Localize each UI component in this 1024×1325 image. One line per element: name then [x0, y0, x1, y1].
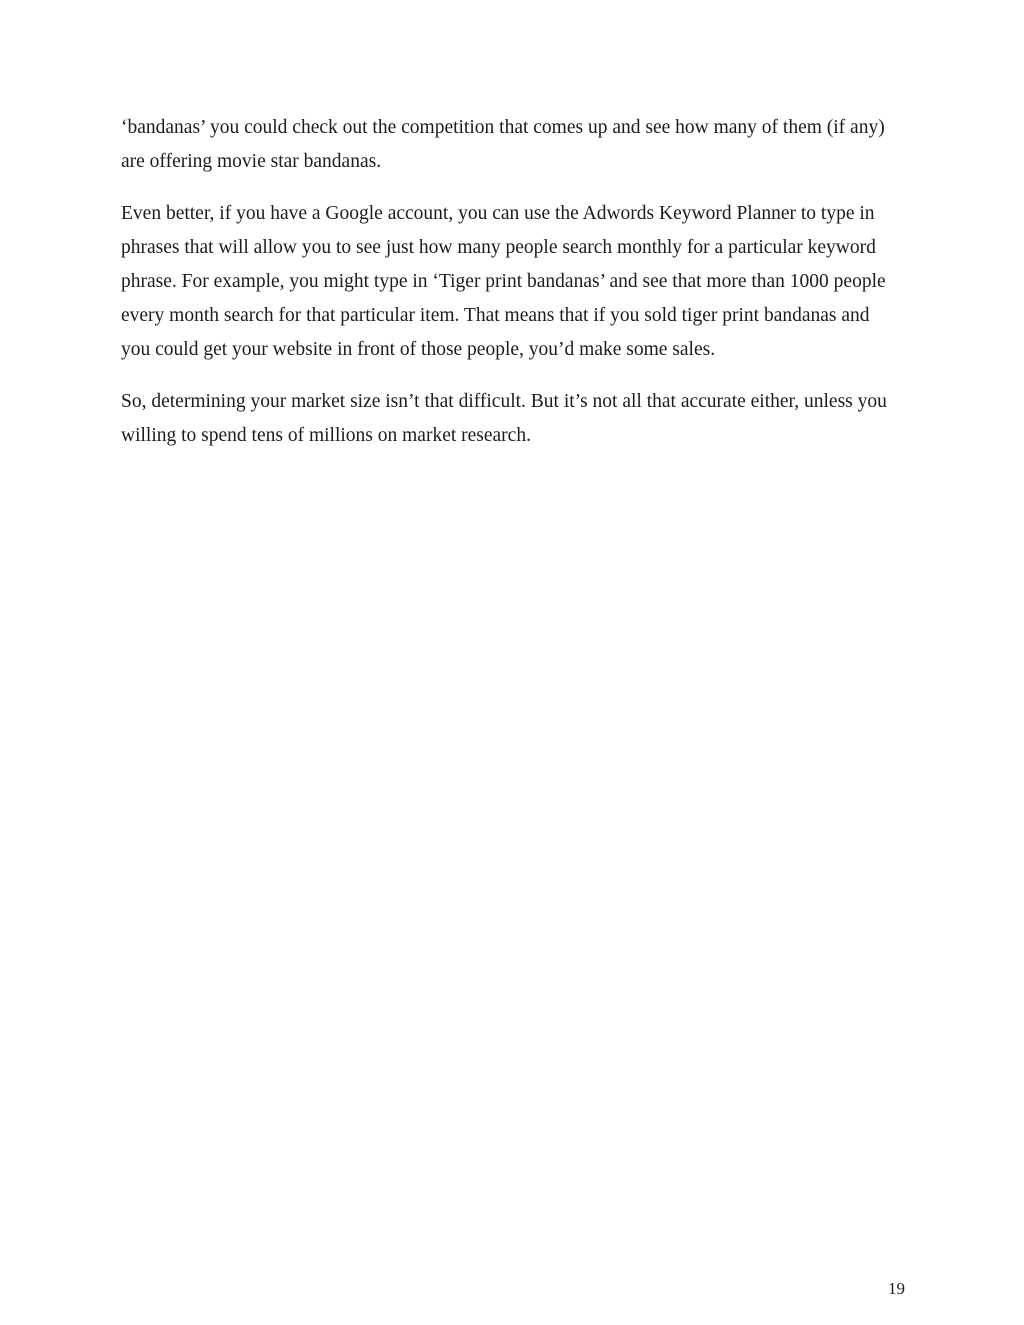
paragraph-1: ‘bandanas’ you could check out the competition that comes up and see how many of them (if any) are offering movie star bandanas. [121, 117, 885, 172]
paragraph-2: Even better, if you have a Google account, you can use the Adwords Keyword Planner to type in phrases that will allow you to see just how many people search monthly for a particular keyword phrase. For example, you might type in ‘Tiger print bandanas’ and see that more than 1000 people every month search for that particular item. That means that if you sold tiger print bandanas and you could get your website in front of those people, you’d make some sales. [121, 203, 886, 360]
paragraph-3: So, determining your market size isn’t that difficult. But it’s not all that accurate either, unless you willing to spend tens of millions on market research. [121, 391, 887, 446]
text-content [121, 111, 899, 471]
page-number: 19 [888, 1279, 905, 1298]
